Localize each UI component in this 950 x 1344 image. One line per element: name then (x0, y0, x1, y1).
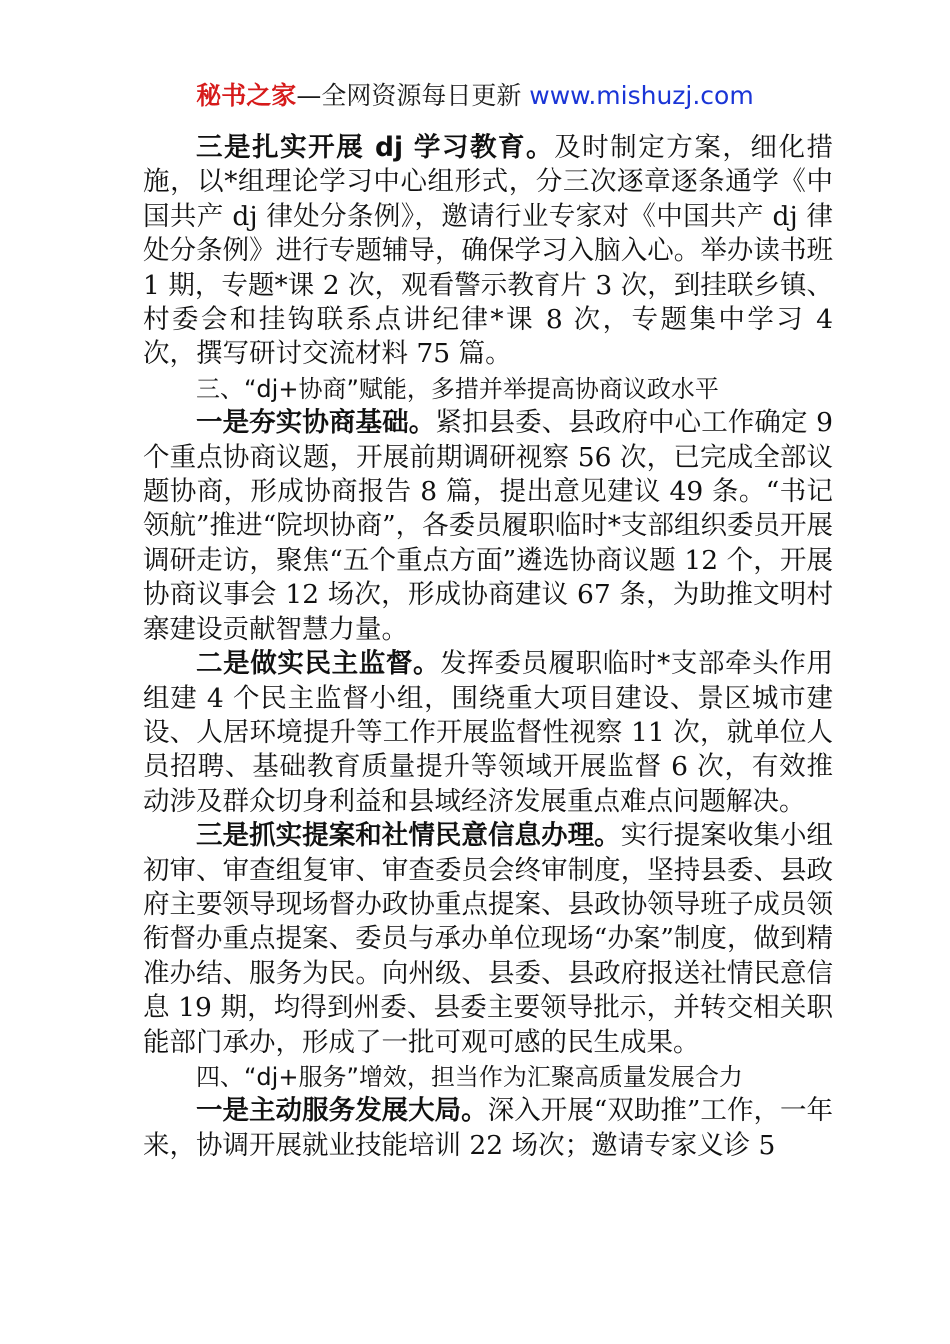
paragraph-text: 实行提案收集小组初审、审查组复审、审查委员会终审制度，坚持县委、县政府主要领导现场督办政协重点提案、县政协领导班子成员领衔督办重点提案、委员与承办单位现场“办案”制度，做到精准办结、服务为民。向州级、县委、县政府报送社情民意信息 19 期，均得到州委、县委主要领导批示，并转交相关职能部门承办，形成了一批可观可感的民生成果。 (143, 820, 834, 1058)
paragraph-lead: 三是抓实提案和社情民意信息办理。 (196, 820, 621, 852)
document-body (143, 131, 833, 1163)
page-header (0, 78, 950, 114)
section-heading-4: 四、“dj+服务”增效，担当作为汇聚高质量发展合力 (196, 1062, 743, 1091)
header-tagline: —全网资源每日更新 (296, 81, 522, 110)
brand-name: 秘书之家 (196, 81, 297, 110)
paragraph-text: 及时制定方案，细化措施，以*组理论学习中心组形式，分三次逐章逐条通学《中国共产 dj 律处分条例》，邀请行业专家对《中国共产 dj 律处分条例》进行专题辅导，确保学习入脑入心。举办读书班 1 期，专题*课 2 次，观看警示教育片 3 次，到挂联乡镇、村委会和挂钩联系点讲纪律*课 8 次，专题集中学习 4 次，撰写研讨交流材料 75 篇。 (143, 132, 833, 370)
paragraph-serve-development (143, 1094, 833, 1163)
paragraph-lead: 一是夯实协商基础。 (196, 407, 436, 439)
paragraph-democratic-supervision (143, 647, 833, 819)
paragraph-consult-basis (143, 406, 833, 647)
paragraph-lead: 三是扎实开展 dj 学习教育。 (196, 132, 555, 163)
website-link[interactable]: www.mishuzj.com (529, 81, 754, 110)
paragraph-lead: 二是做实民主监督。 (196, 648, 441, 680)
paragraph-text: 紧扣县委、县政府中心工作确定 9 个重点协商议题，开展前期调研视察 56 次，已完成全部议题协商，形成协商报告 8 篇，提出意见建议 49 条。“书记领航”推进“院坝协商”，各委员履职临时*支部组织委员开展调研走访，聚焦“五个重点方面”遴选协商议题 12 个，开展协商议事会 12 场次，形成协商建议 67 条，为助推文明村寨建设贡献智慧力量。 (143, 407, 833, 645)
paragraph-text: 发挥委员履职临时*支部牵头作用组建 4 个民主监督小组，围绕重大项目建设、景区城市建设、人居环境提升等工作开展监督性视察 11 次，就单位人员招聘、基础教育质量提升等领域开展监督 6 次，有效推动涉及群众切身利益和县域经济发展重点难点问题解决。 (143, 648, 834, 817)
paragraph-dj-education (143, 131, 833, 372)
paragraph-lead: 一是主动服务发展大局。 (196, 1095, 488, 1127)
paragraph-text: 深入开展“双助推”工作，一年来，协调开展就业技能培训 22 场次；邀请专家义诊 5 (143, 1095, 833, 1161)
paragraph-proposal-handling (143, 819, 833, 1060)
section-heading-3: 三、“dj+协商”赋能，多措并举提高协商议政水平 (196, 374, 719, 403)
